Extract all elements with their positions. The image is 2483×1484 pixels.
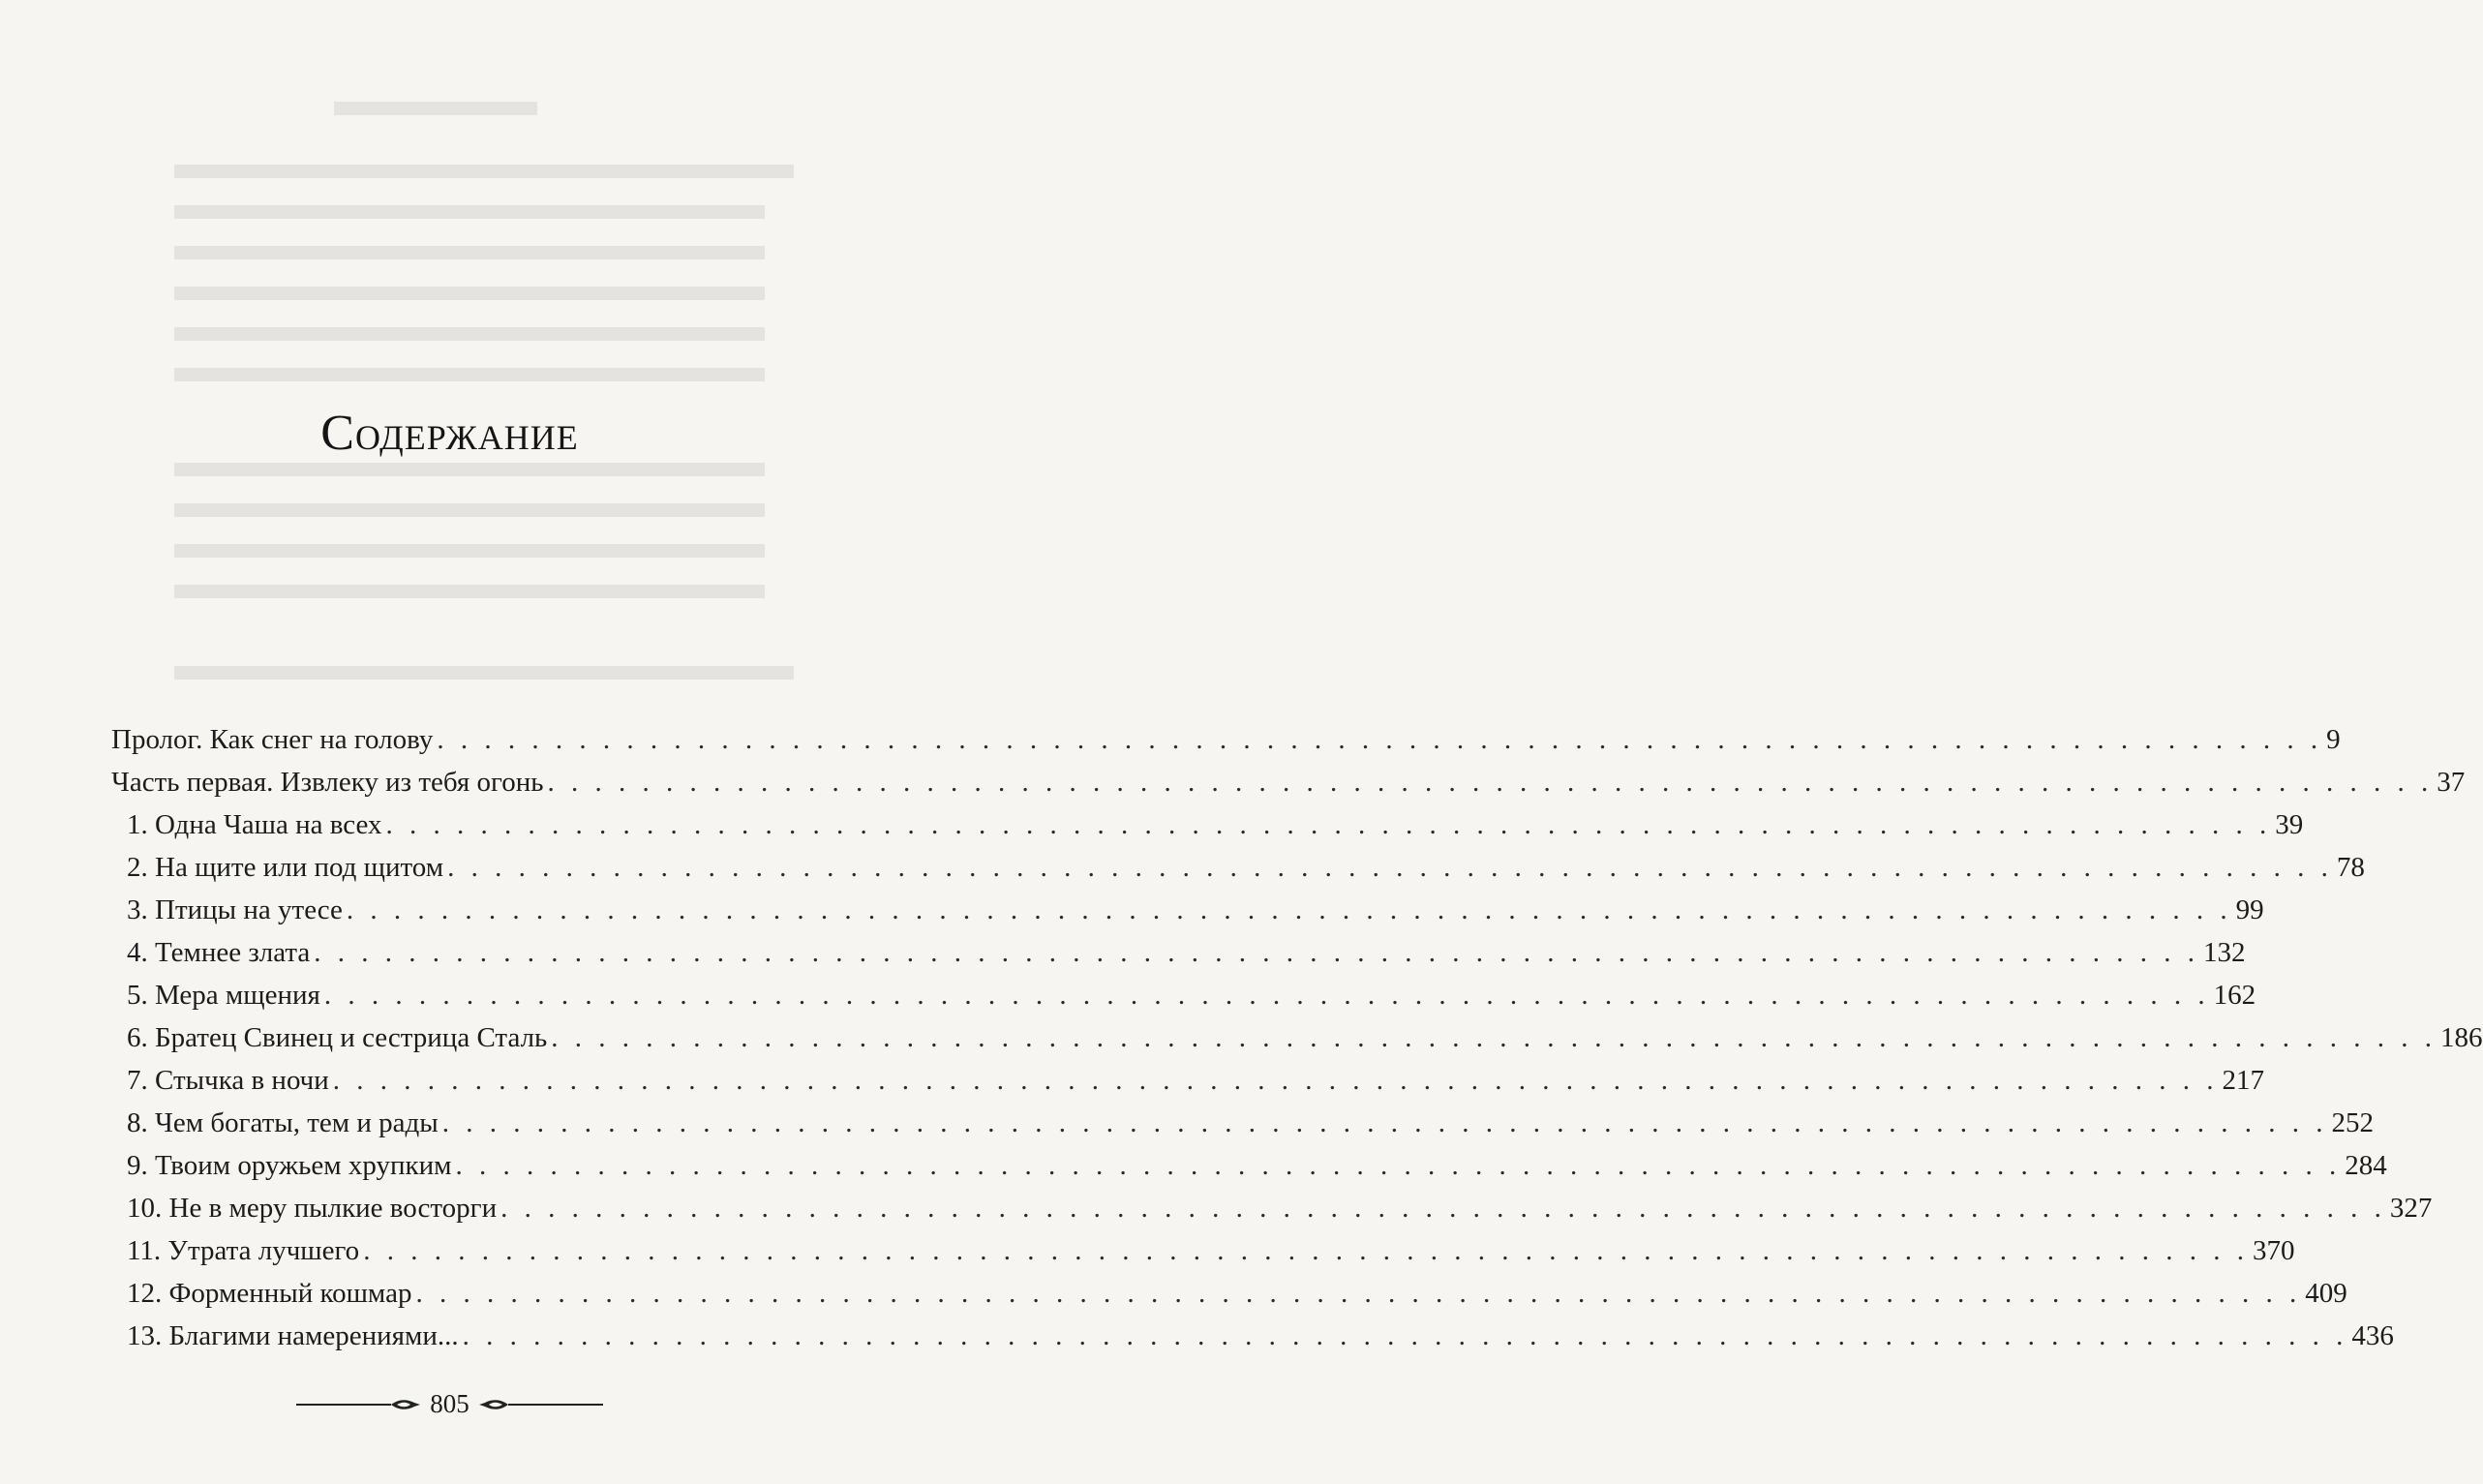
table-of-contents xyxy=(111,718,2483,1357)
page-footer xyxy=(0,1389,899,1419)
toc-entry-page: 99 xyxy=(2235,894,2264,925)
toc-entry-title: Пролог. Как снег на голову xyxy=(111,724,434,755)
toc-entry-title: 7. Стычка в ночи xyxy=(127,1065,329,1096)
toc-entry-title: 6. Братец Свинец и сестрица Сталь xyxy=(127,1022,548,1053)
toc-entry-page: 327 xyxy=(2389,1193,2433,1224)
toc-entry-page: 409 xyxy=(2305,1278,2347,1309)
leader-dots: . . . . . . . . . . . . . . . . . . . . . . . . . . . . . . . . . . . . . . . . . . . . . . . . . . . . . . . . . . . . . . . . . . . . . . . . . . . . . . . . xyxy=(415,1278,2302,1309)
toc-entry xyxy=(111,931,2246,974)
leader-dots: . . . . . . . . . . . . . . . . . . . . . . . . . . . . . . . . . . . . . . . . . . . . . . . . . . . . . . . . . . . . . . . . . . . . . . . . . . . . . . . . xyxy=(500,1193,2386,1224)
page-number: 805 xyxy=(430,1389,469,1418)
toc-entry-page: 162 xyxy=(2213,980,2256,1011)
leader-dots: . . . . . . . . . . . . . . . . . . . . . . . . . . . . . . . . . . . . . . . . . . . . . . . . . . . . . . . . . . . . . . . . . . . . . . . . . . . . . . . . xyxy=(323,980,2210,1011)
toc-entry-title: 3. Птицы на утесе xyxy=(127,894,343,925)
toc-entry xyxy=(111,803,2304,846)
toc-entry-page: 217 xyxy=(2222,1065,2265,1096)
toc-entry xyxy=(111,1272,2347,1315)
toc-entry-title: 10. Не в меру пылкие восторги xyxy=(127,1193,498,1224)
toc-entry-page: 39 xyxy=(2275,809,2304,840)
toc-entry xyxy=(111,761,2466,803)
toc-entry xyxy=(111,1102,2375,1144)
toc-entry-page: 186 xyxy=(2440,1022,2483,1053)
leader-dots: . . . . . . . . . . . . . . . . . . . . . . . . . . . . . . . . . . . . . . . . . . . . . . . . . . . . . . . . . . . . . . . . . . . . . . . . . . . . . . . . xyxy=(447,852,2333,883)
toc-entry xyxy=(111,1187,2433,1229)
leader-dots: . . . . . . . . . . . . . . . . . . . . . . . . . . . . . . . . . . . . . . . . . . . . . . . . . . . . . . . . . . . . . . . . . . . . . . . . . . . . . . . . xyxy=(332,1065,2219,1096)
toc-entry xyxy=(111,1315,2394,1357)
ornament-left-icon xyxy=(296,1396,422,1413)
toc-entry xyxy=(111,1144,2387,1187)
toc-entry-title: 4. Темнее злата xyxy=(127,937,311,968)
leader-dots: . . . . . . . . . . . . . . . . . . . . . . . . . . . . . . . . . . . . . . . . . . . . . . . . . . . . . . . . . . . . . . . . . . . . . . . . . . . . . . . . xyxy=(441,1107,2328,1138)
toc-entry-page: 284 xyxy=(2345,1150,2387,1181)
toc-entry-title: 9. Твоим оружьем хрупким xyxy=(127,1150,452,1181)
leader-dots: . . . . . . . . . . . . . . . . . . . . . . . . . . . . . . . . . . . . . . . . . . . . . . . . . . . . . . . . . . . . . . . . . . . . . . . . . . . . . . . . xyxy=(547,767,2434,798)
leader-dots: . . . . . . . . . . . . . . . . . . . . . . . . . . . . . . . . . . . . . . . . . . . . . . . . . . . . . . . . . . . . . . . . . . . . . . . . . . . . . . . . xyxy=(462,1320,2348,1351)
toc-entry xyxy=(111,718,2341,761)
toc-entry xyxy=(111,1229,2295,1272)
toc-entry xyxy=(111,846,2365,889)
toc-entry xyxy=(111,1016,2483,1059)
toc-entry xyxy=(111,974,2256,1016)
leader-dots: . . . . . . . . . . . . . . . . . . . . . . . . . . . . . . . . . . . . . . . . . . . . . . . . . . . . . . . . . . . . . . . . . . . . . . . . . . . . . . . . xyxy=(455,1150,2342,1181)
bleed-through-texture xyxy=(0,0,899,716)
ornament-right-icon xyxy=(477,1396,603,1413)
toc-entry-title: 8. Чем богаты, тем и рады xyxy=(127,1107,439,1138)
toc-entry-page: 252 xyxy=(2331,1107,2375,1138)
toc-entry-page: 9 xyxy=(2326,724,2341,755)
leader-dots: . . . . . . . . . . . . . . . . . . . . . . . . . . . . . . . . . . . . . . . . . . . . . . . . . . . . . . . . . . . . . . . . . . . . . . . . . . . . . . . . xyxy=(314,937,2200,968)
toc-entry xyxy=(111,1059,2265,1102)
toc-entry xyxy=(111,889,2264,931)
toc-entry-page: 132 xyxy=(2203,937,2246,968)
toc-entry-title: 1. Одна Чаша на всех xyxy=(127,809,382,840)
toc-entry-title: 2. На щите или под щитом xyxy=(127,852,444,883)
toc-entry-page: 78 xyxy=(2336,852,2365,883)
toc-entry-page: 436 xyxy=(2351,1320,2394,1351)
leader-dots: . . . . . . . . . . . . . . . . . . . . . . . . . . . . . . . . . . . . . . . . . . . . . . . . . . . . . . . . . . . . . . . . . . . . . . . . . . . . . . . . xyxy=(437,724,2323,755)
toc-entry-title: 12. Форменный кошмар xyxy=(127,1278,412,1309)
toc-entry-title: 11. Утрата лучшего xyxy=(127,1235,360,1266)
leader-dots: . . . . . . . . . . . . . . . . . . . . . . . . . . . . . . . . . . . . . . . . . . . . . . . . . . . . . . . . . . . . . . . . . . . . . . . . . . . . . . . . xyxy=(346,894,2232,925)
leader-dots: . . . . . . . . . . . . . . . . . . . . . . . . . . . . . . . . . . . . . . . . . . . . . . . . . . . . . . . . . . . . . . . . . . . . . . . . . . . . . . . . xyxy=(551,1022,2438,1053)
page-title: Содержание xyxy=(320,406,579,461)
leader-dots: . . . . . . . . . . . . . . . . . . . . . . . . . . . . . . . . . . . . . . . . . . . . . . . . . . . . . . . . . . . . . . . . . . . . . . . . . . . . . . . . xyxy=(385,809,2272,840)
toc-entry-title: 13. Благими намерениями... xyxy=(127,1320,459,1351)
toc-entry-page: 370 xyxy=(2252,1235,2295,1266)
toc-entry-title: 5. Мера мщения xyxy=(127,980,320,1011)
leader-dots: . . . . . . . . . . . . . . . . . . . . . . . . . . . . . . . . . . . . . . . . . . . . . . . . . . . . . . . . . . . . . . . . . . . . . . . . . . . . . . . . xyxy=(363,1235,2249,1266)
toc-entry-title: Часть первая. Извлеку из тебя огонь xyxy=(111,767,544,798)
toc-entry-page: 37 xyxy=(2437,767,2466,798)
